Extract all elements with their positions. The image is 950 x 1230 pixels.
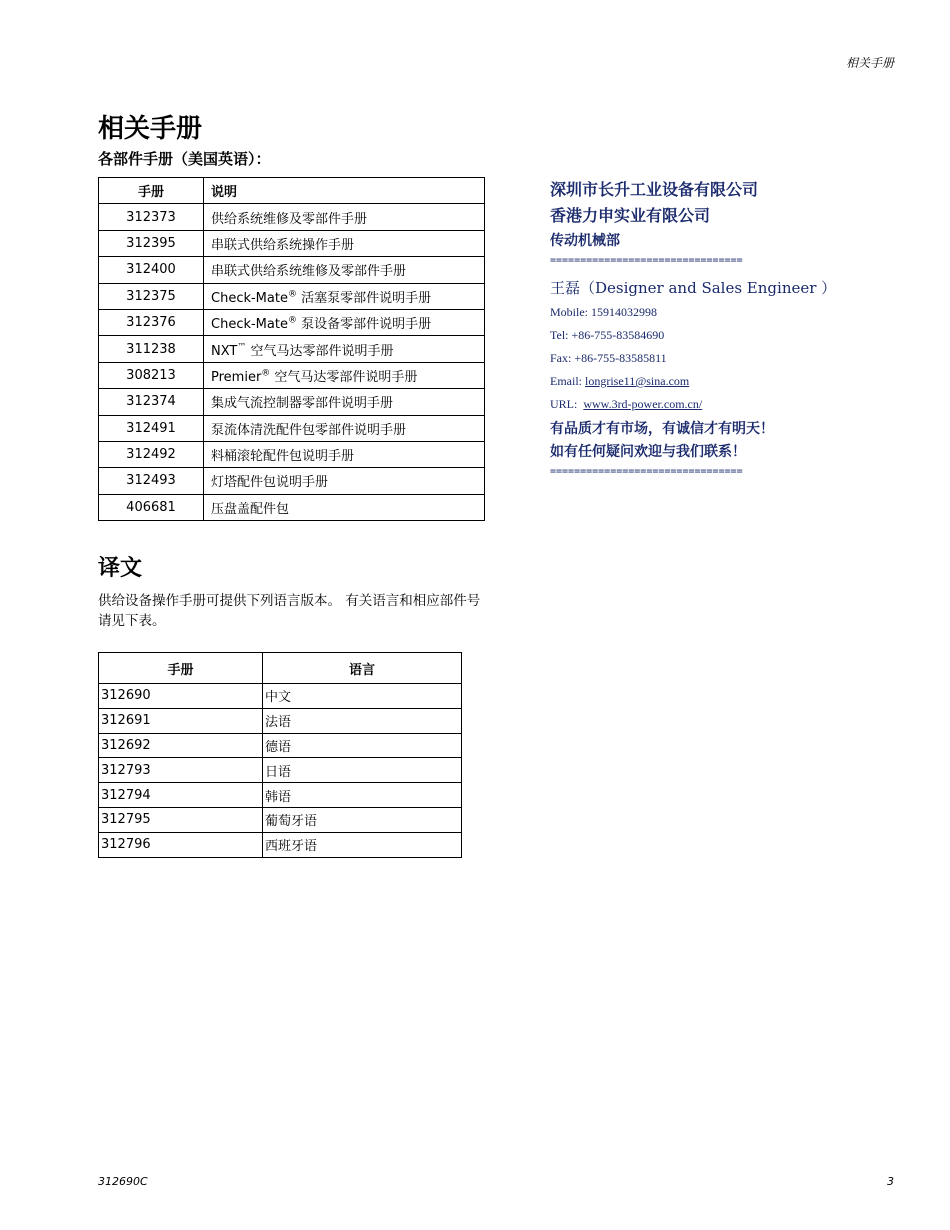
- manual-number-cell: 312374: [99, 389, 204, 415]
- page-title: 相关手册: [98, 114, 203, 144]
- description-cell: NXT™ 空气马达零部件说明手册: [204, 336, 485, 362]
- url-link[interactable]: www.3rd-power.com.cn/: [583, 397, 703, 411]
- fax: Fax: +86-755-83585811: [550, 351, 667, 365]
- table-row: [99, 807, 462, 832]
- language-cell: 中文: [263, 684, 462, 709]
- table-row: [99, 204, 485, 230]
- table-header-manual: 手册: [99, 178, 204, 204]
- description-cell: Premier® 空气马达零部件说明手册: [204, 362, 485, 388]
- description-cell: 压盘盖配件包: [204, 494, 485, 520]
- manual-number-cell: 312796: [99, 832, 263, 857]
- table-row: [99, 441, 485, 467]
- language-cell: 法语: [263, 708, 462, 733]
- table-row: [99, 230, 485, 256]
- tel: Tel: +86-755-83584690: [550, 328, 665, 342]
- page-number: 3: [887, 1175, 894, 1188]
- table-row: [99, 494, 485, 520]
- manual-number-cell: 312373: [99, 204, 204, 230]
- manual-number-cell: 308213: [99, 362, 204, 388]
- manual-number-cell: 312793: [99, 758, 263, 783]
- manual-number-cell: 312491: [99, 415, 204, 441]
- manual-number-cell: 312794: [99, 783, 263, 808]
- table-row: [99, 708, 462, 733]
- table-row: [99, 468, 485, 494]
- company-name-2: 香港力申实业有限公司: [550, 206, 711, 225]
- manual-number-cell: 312692: [99, 733, 263, 758]
- language-cell: 韩语: [263, 783, 462, 808]
- url-label: URL:: [550, 397, 584, 411]
- manual-number-cell: 312400: [99, 257, 204, 283]
- language-cell: 西班牙语: [263, 832, 462, 857]
- table-row: [99, 832, 462, 857]
- language-cell: 日语: [263, 758, 462, 783]
- description-cell: 串联式供给系统操作手册: [204, 230, 485, 256]
- contact-name: 王磊（Designer and Sales Engineer ）: [550, 279, 837, 297]
- description-cell: 串联式供给系统维修及零部件手册: [204, 257, 485, 283]
- doc-number: 312690C: [98, 1175, 148, 1188]
- description-cell: 供给系统维修及零部件手册: [204, 204, 485, 230]
- table-row: [99, 309, 485, 335]
- mobile: Mobile: 15914032998: [550, 305, 657, 319]
- manual-number-cell: 312493: [99, 468, 204, 494]
- slogan-2: 如有任何疑问欢迎与我们联系！: [550, 444, 746, 460]
- manual-number-cell: 312492: [99, 441, 204, 467]
- table-row: [99, 362, 485, 388]
- description-cell: Check-Mate® 活塞泵零部件说明手册: [204, 283, 485, 309]
- description-cell: 料桶滚轮配件包说明手册: [204, 441, 485, 467]
- separator-top: ================================: [550, 255, 743, 266]
- section-subtitle: 各部件手册（美国英语）：: [98, 150, 271, 168]
- table-row: [99, 283, 485, 309]
- running-header: 相关手册: [845, 56, 894, 70]
- table-row: [99, 257, 485, 283]
- table-header-description: 说明: [204, 178, 485, 204]
- manual-number-cell: 312375: [99, 283, 204, 309]
- language-cell: 德语: [263, 733, 462, 758]
- table-row: [99, 758, 462, 783]
- translations-table: [98, 652, 462, 858]
- url-row: [550, 397, 702, 412]
- manual-number-cell: 406681: [99, 494, 204, 520]
- table-row: [99, 783, 462, 808]
- description-cell: 泵流体清洗配件包零部件说明手册: [204, 415, 485, 441]
- table-row: [99, 684, 462, 709]
- manual-number-cell: 312395: [99, 230, 204, 256]
- separator-bottom: ================================: [550, 466, 743, 477]
- description-cell: 灯塔配件包说明手册: [204, 468, 485, 494]
- manual-number-cell: 312690: [99, 684, 263, 709]
- description-cell: 集成气流控制器零部件说明手册: [204, 389, 485, 415]
- translations-heading: 译文: [98, 556, 143, 581]
- manual-number-cell: 312691: [99, 708, 263, 733]
- table-row: [99, 336, 485, 362]
- component-manuals-table: [98, 177, 485, 521]
- description-cell: Check-Mate® 泵设备零部件说明手册: [204, 309, 485, 335]
- translations-paragraph: 供给设备操作手册可提供下列语言版本。 有关语言和相应部件号请见下表。: [98, 593, 481, 629]
- table-row: [99, 733, 462, 758]
- table-header-manual: 手册: [99, 653, 263, 684]
- table-header-language: 语言: [263, 653, 462, 684]
- department: 传动机械部: [550, 233, 620, 249]
- email-label: Email:: [550, 374, 585, 388]
- table-row: [99, 415, 485, 441]
- language-cell: 葡萄牙语: [263, 807, 462, 832]
- email-link[interactable]: longrise11@sina.com: [585, 374, 690, 388]
- email-row: [550, 374, 689, 389]
- manual-number-cell: 311238: [99, 336, 204, 362]
- manual-number-cell: 312795: [99, 807, 263, 832]
- table-row: [99, 389, 485, 415]
- manual-number-cell: 312376: [99, 309, 204, 335]
- company-name-1: 深圳市长升工业设备有限公司: [550, 180, 759, 199]
- slogan-1: 有品质才有市场，有诚信才有明天！: [550, 421, 774, 437]
